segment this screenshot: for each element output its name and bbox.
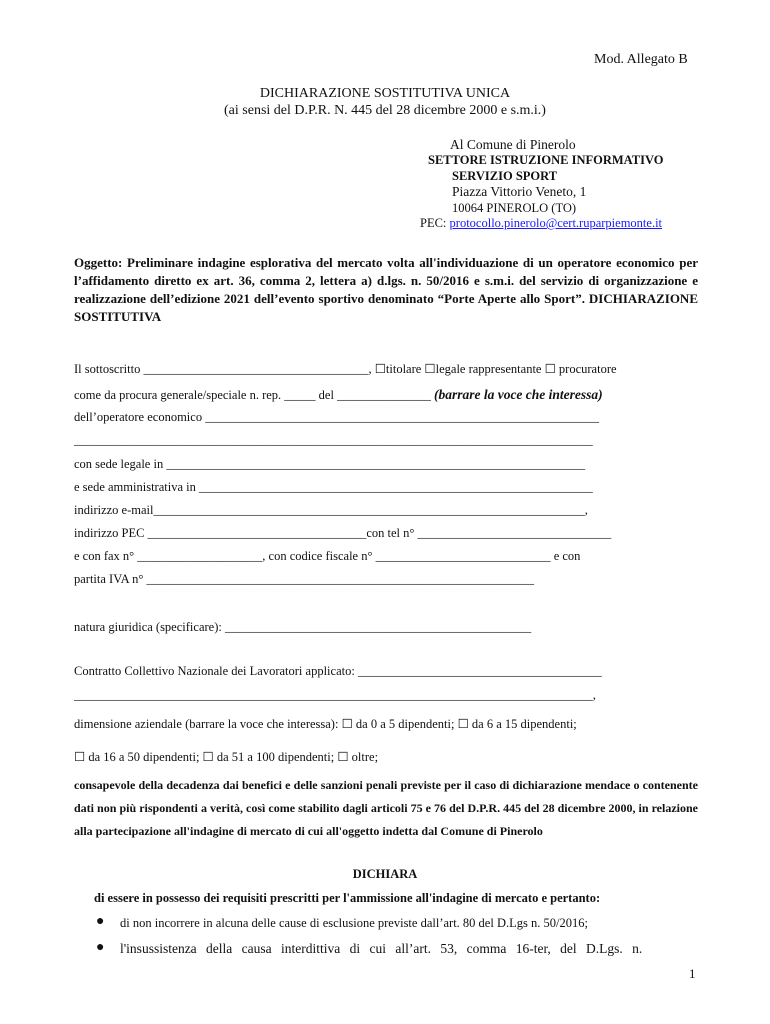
page-number: 1: [689, 966, 696, 981]
recipient-line: SERVIZIO SPORT: [452, 169, 558, 183]
form-line-legal-nature[interactable]: natura giuridica (specificare): _________________________________________________: [74, 620, 532, 634]
form-line-fax-cf[interactable]: e con fax n° ____________________, con codice fiscale n° ____________________________ e con: [74, 549, 581, 563]
form-line-ccnl[interactable]: Contratto Collettivo Nazionale dei Lavoratori applicato: _______________________________________: [74, 664, 602, 678]
form-line-admin-seat[interactable]: e sede amministrativa in _______________________________________________________________: [74, 480, 593, 494]
form-model-label: Mod. Allegato B: [594, 52, 688, 67]
list-item: di non incorrere in alcuna delle cause di esclusione previste dall’art. 80 del D.Lgs n. 50/2016;: [120, 916, 588, 930]
form-line-pec-tel[interactable]: indirizzo PEC ___________________________________con tel n° _______________________________: [74, 526, 612, 540]
requirements-intro: di essere in possesso dei requisiti prescritti per l'ammissione all'indagine di mercato e pertanto:: [94, 891, 601, 905]
bullet-icon: ●: [96, 914, 105, 929]
awareness-paragraph: consapevole della decadenza dai benefici e delle sanzioni penali previste per il caso di dichiarazione mendace o contenente dati non più rispondenti a verità, così come stabilito dagli articoli 75 e 76 del D.P.R. 445 del 28 dicembre 2000, in relazione alla partecipazione all'indagine di mercato di cui all'oggetto indetta dal Comune di Pinerolo: [74, 778, 698, 838]
form-line-procura[interactable]: [74, 387, 698, 403]
document-subtitle: (ai sensi del D.P.R. N. 445 del 28 dicembre 2000 e s.m.i.): [224, 103, 546, 118]
document-title: DICHIARAZIONE SOSTITUTIVA UNICA: [259, 86, 511, 101]
pec-row: [420, 216, 662, 231]
bullet-icon: ●: [96, 940, 105, 955]
form-line-ccnl-cont[interactable]: ___________________________________________________________________________________,: [74, 688, 596, 702]
form-line-company-size[interactable]: dimensione aziendale (barrare la voce che interessa): ☐ da 0 a 5 dipendenti; ☐ da 6 a 15 dipendenti;: [74, 717, 577, 731]
form-line-text: come da procura generale/speciale n. rep. _____ del _______________: [74, 388, 434, 402]
form-line-vat[interactable]: partita IVA n° ______________________________________________________________: [74, 572, 534, 586]
subject-paragraph: Oggetto: Preliminare indagine esplorativa del mercato volta all'individuazione di un operatore economico per l’affidamento diretto ex art. 36, comma 2, lettera a) d.lgs. n. 50/2016 e s.m.i. del servizio di organizzazione e realizzazione dell’edizione 2021 dell’evento sportivo denominato “Porte Aperte allo Sport”. DICHIARAZIONE SOSTITUTIVA: [74, 255, 698, 324]
form-line-subscriber[interactable]: Il sottoscritto ____________________________________, ☐titolare ☐legale rappresentante ☐ procuratore: [74, 362, 617, 376]
recipient-line: Al Comune di Pinerolo: [450, 137, 576, 152]
list-item: l'insussistenza della causa interdittiva di cui all’art. 53, comma 16-ter, del D.Lgs. n.: [120, 941, 643, 956]
recipient-line: 10064 PINEROLO (TO): [452, 201, 577, 215]
recipient-line: SETTORE ISTRUZIONE INFORMATIVO: [428, 153, 664, 167]
recipient-line: Piazza Vittorio Veneto, 1: [452, 184, 587, 199]
pec-label: PEC:: [420, 216, 447, 230]
form-line-legal-seat[interactable]: con sede legale in ___________________________________________________________________: [74, 457, 586, 471]
form-line-operator-cont[interactable]: ___________________________________________________________________________________: [74, 433, 593, 447]
pec-email-link[interactable]: protocollo.pinerolo@cert.ruparpiemonte.it: [449, 216, 663, 230]
form-line-email[interactable]: indirizzo e-mail_____________________________________________________________________,: [74, 503, 588, 517]
form-line-company-size-cont[interactable]: ☐ da 16 a 50 dipendenti; ☐ da 51 a 100 dipendenti; ☐ oltre;: [74, 750, 379, 764]
form-line-note: (barrare la voce che interessa): [433, 387, 603, 402]
dichiara-heading: DICHIARA: [352, 867, 418, 881]
form-line-operator[interactable]: dell’operatore economico _______________________________________________________________: [74, 410, 599, 424]
